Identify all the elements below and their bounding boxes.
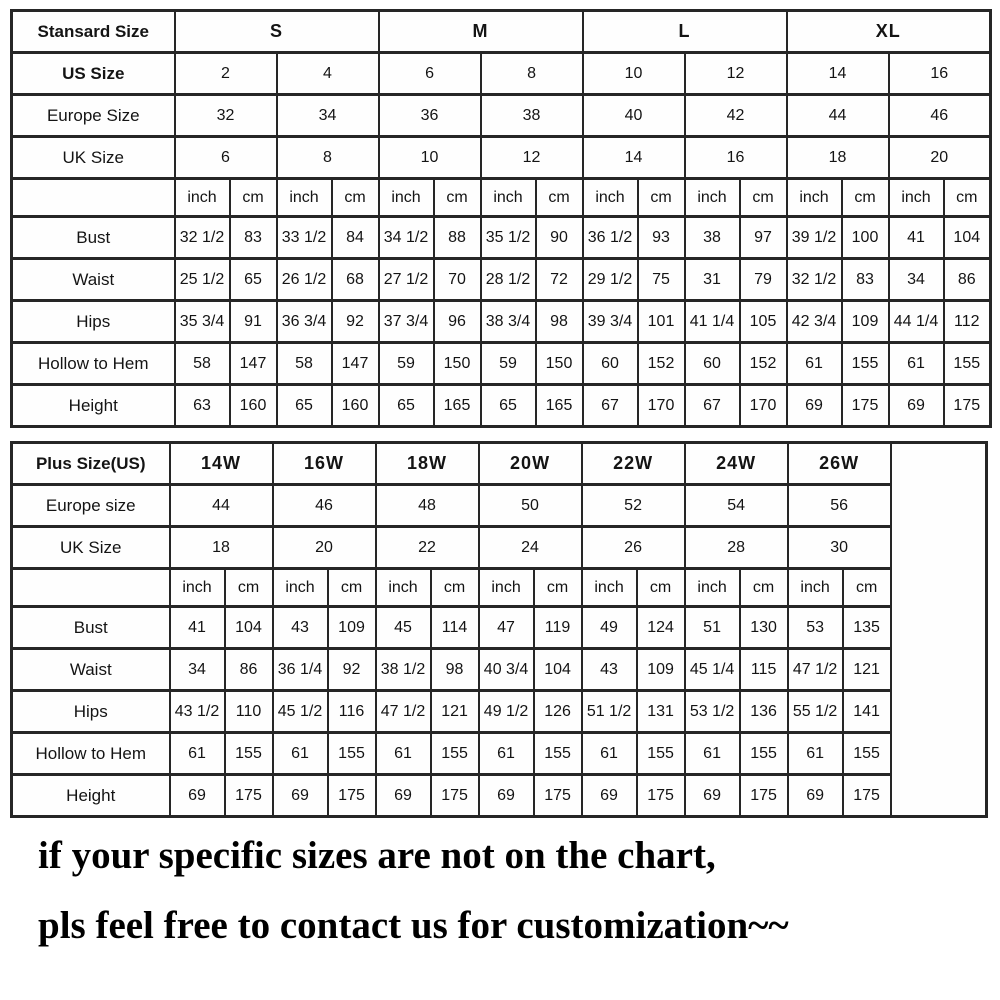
measurement-value: 101 [638,301,685,343]
measurement-value: 61 [170,733,225,775]
measurement-value: 42 3/4 [787,301,842,343]
unit-label-cm: cm [740,569,788,607]
measurement-value: 86 [225,649,273,691]
measurement-value: 155 [843,733,891,775]
measurement-value: 34 [170,649,225,691]
measurement-value: 61 [889,343,944,385]
empty-corner-cell [12,569,170,607]
measurement-value: 141 [843,691,891,733]
measurement-value: 121 [431,691,479,733]
measurement-value: 72 [536,259,583,301]
measurement-value: 38 [685,217,740,259]
measurement-value: 109 [637,649,685,691]
measurement-label: Hips [12,301,175,343]
measurement-value: 39 3/4 [583,301,638,343]
measurement-label: Waist [12,649,170,691]
measurement-label: Waist [12,259,175,301]
measurement-value: 150 [434,343,481,385]
size-value: 42 [685,95,787,137]
measurement-value: 45 [376,607,431,649]
measurement-value: 165 [434,385,481,427]
size-value: 4 [277,53,379,95]
measurement-value: 109 [842,301,889,343]
size-value: 48 [376,485,479,527]
measurement-value: 65 [230,259,277,301]
measurement-value: 45 1/4 [685,649,740,691]
size-value: 16 [889,53,991,95]
measurement-value: 65 [379,385,434,427]
measurement-value: 29 1/2 [583,259,638,301]
size-value: 46 [889,95,991,137]
measurement-value: 41 [889,217,944,259]
measurement-value: 68 [332,259,379,301]
measurement-value: 100 [842,217,889,259]
size-value: 26 [582,527,685,569]
size-value: 44 [170,485,273,527]
measurement-value: 175 [843,775,891,817]
size-group-header: S [175,11,379,53]
measurement-value: 155 [944,343,991,385]
measurement-value: 59 [481,343,536,385]
measurement-value: 38 1/2 [376,649,431,691]
size-group-header: L [583,11,787,53]
measurement-value: 69 [685,775,740,817]
measurement-value: 45 1/2 [273,691,328,733]
measurement-value: 152 [740,343,787,385]
measurement-value: 119 [534,607,582,649]
measurement-value: 61 [582,733,637,775]
measurement-value: 160 [332,385,379,427]
measurement-value: 67 [583,385,638,427]
measurement-value: 112 [944,301,991,343]
unit-label-cm: cm [740,179,787,217]
measurement-value: 121 [843,649,891,691]
unit-label-inch: inch [376,569,431,607]
size-group-header: 14W [170,443,273,485]
measurement-value: 47 [479,607,534,649]
measurement-value: 43 [582,649,637,691]
measurement-value: 104 [944,217,991,259]
measurement-value: 175 [944,385,991,427]
measurement-value: 92 [328,649,376,691]
unit-label-cm: cm [536,179,583,217]
measurement-value: 115 [740,649,788,691]
measurement-value: 28 1/2 [481,259,536,301]
measurement-value: 32 1/2 [787,259,842,301]
size-value: 56 [788,485,891,527]
footer-line-2: pls feel free to contact us for customization~~ [38,903,789,947]
measurement-value: 69 [788,775,843,817]
size-value: 2 [175,53,277,95]
measurement-value: 175 [534,775,582,817]
measurement-value: 152 [638,343,685,385]
size-value: 30 [788,527,891,569]
measurement-value: 147 [230,343,277,385]
measurement-value: 136 [740,691,788,733]
measurement-value: 147 [332,343,379,385]
measurement-value: 70 [434,259,481,301]
size-group-header: 22W [582,443,685,485]
size-value: 52 [582,485,685,527]
measurement-value: 31 [685,259,740,301]
unit-label-inch: inch [479,569,534,607]
measurement-value: 93 [638,217,685,259]
size-row-label: Europe size [12,485,170,527]
unit-label-cm: cm [944,179,991,217]
unit-label-inch: inch [889,179,944,217]
unit-label-cm: cm [328,569,376,607]
measurement-value: 51 [685,607,740,649]
measurement-value: 59 [379,343,434,385]
measurement-value: 114 [431,607,479,649]
size-row-label: US Size [12,53,175,95]
measurement-value: 155 [842,343,889,385]
unit-label-cm: cm [842,179,889,217]
measurement-value: 40 3/4 [479,649,534,691]
measurement-value: 61 [787,343,842,385]
measurement-value: 61 [376,733,431,775]
measurement-value: 155 [225,733,273,775]
measurement-value: 69 [582,775,637,817]
measurement-value: 32 1/2 [175,217,230,259]
measurement-value: 26 1/2 [277,259,332,301]
measurement-value: 155 [740,733,788,775]
size-value: 10 [583,53,685,95]
measurement-value: 90 [536,217,583,259]
measurement-value: 37 3/4 [379,301,434,343]
unit-label-inch: inch [379,179,434,217]
size-value: 38 [481,95,583,137]
size-value: 12 [481,137,583,179]
standard-size-table [10,9,992,428]
size-value: 14 [787,53,889,95]
measurement-value: 88 [434,217,481,259]
measurement-value: 110 [225,691,273,733]
measurement-value: 175 [842,385,889,427]
measurement-value: 160 [230,385,277,427]
measurement-value: 35 1/2 [481,217,536,259]
measurement-value: 98 [536,301,583,343]
measurement-value: 49 1/2 [479,691,534,733]
size-value: 18 [170,527,273,569]
size-group-header: 26W [788,443,891,485]
measurement-value: 135 [843,607,891,649]
measurement-value: 98 [431,649,479,691]
size-row-label: Europe Size [12,95,175,137]
unit-label-inch: inch [685,179,740,217]
measurement-value: 69 [889,385,944,427]
measurement-value: 43 [273,607,328,649]
measurement-value: 165 [536,385,583,427]
size-value: 50 [479,485,582,527]
measurement-value: 83 [842,259,889,301]
unit-label-cm: cm [434,179,481,217]
size-value: 6 [175,137,277,179]
measurement-value: 84 [332,217,379,259]
size-value: 34 [277,95,379,137]
unit-label-inch: inch [685,569,740,607]
measurement-value: 47 1/2 [788,649,843,691]
empty-right-column [891,443,987,817]
measurement-value: 34 1/2 [379,217,434,259]
measurement-value: 69 [479,775,534,817]
measurement-value: 97 [740,217,787,259]
unit-label-inch: inch [583,179,638,217]
size-value: 36 [379,95,481,137]
measurement-value: 69 [273,775,328,817]
measurement-value: 105 [740,301,787,343]
measurement-value: 53 1/2 [685,691,740,733]
size-value: 20 [889,137,991,179]
measurement-value: 155 [328,733,376,775]
measurement-value: 67 [685,385,740,427]
measurement-value: 58 [277,343,332,385]
measurement-value: 41 1/4 [685,301,740,343]
corner-label: Stansard Size [12,11,175,53]
unit-label-cm: cm [230,179,277,217]
unit-label-inch: inch [788,569,843,607]
size-value: 44 [787,95,889,137]
measurement-value: 175 [431,775,479,817]
measurement-value: 43 1/2 [170,691,225,733]
size-value: 20 [273,527,376,569]
measurement-value: 25 1/2 [175,259,230,301]
size-value: 10 [379,137,481,179]
measurement-value: 170 [638,385,685,427]
measurement-value: 65 [277,385,332,427]
measurement-label: Height [12,775,170,817]
unit-label-inch: inch [277,179,332,217]
measurement-value: 104 [225,607,273,649]
measurement-value: 75 [638,259,685,301]
measurement-value: 155 [431,733,479,775]
measurement-value: 104 [534,649,582,691]
size-value: 54 [685,485,788,527]
measurement-value: 109 [328,607,376,649]
plus-size-table [10,441,988,818]
measurement-value: 175 [225,775,273,817]
measurement-value: 34 [889,259,944,301]
measurement-value: 27 1/2 [379,259,434,301]
measurement-label: Height [12,385,175,427]
measurement-value: 36 1/2 [583,217,638,259]
unit-label-inch: inch [273,569,328,607]
measurement-value: 38 3/4 [481,301,536,343]
unit-label-cm: cm [534,569,582,607]
measurement-value: 39 1/2 [787,217,842,259]
size-value: 16 [685,137,787,179]
measurement-value: 60 [583,343,638,385]
measurement-label: Hips [12,691,170,733]
unit-label-cm: cm [638,179,685,217]
size-group-header: 20W [479,443,582,485]
measurement-value: 92 [332,301,379,343]
empty-corner-cell [12,179,175,217]
unit-label-inch: inch [481,179,536,217]
size-group-header: XL [787,11,991,53]
unit-label-cm: cm [431,569,479,607]
measurement-value: 51 1/2 [582,691,637,733]
measurement-value: 36 1/4 [273,649,328,691]
measurement-value: 36 3/4 [277,301,332,343]
unit-label-inch: inch [170,569,225,607]
measurement-value: 61 [273,733,328,775]
measurement-value: 155 [534,733,582,775]
size-group-header: 24W [685,443,788,485]
measurement-value: 175 [328,775,376,817]
measurement-value: 60 [685,343,740,385]
measurement-label: Hollow to Hem [12,733,170,775]
size-value: 14 [583,137,685,179]
measurement-value: 61 [788,733,843,775]
measurement-value: 79 [740,259,787,301]
measurement-value: 49 [582,607,637,649]
unit-label-cm: cm [225,569,273,607]
size-value: 28 [685,527,788,569]
customization-note [38,832,978,971]
measurement-value: 33 1/2 [277,217,332,259]
measurement-value: 150 [536,343,583,385]
footer-line-1: if your specific sizes are not on the chart, [38,834,716,877]
measurement-value: 155 [637,733,685,775]
measurement-value: 35 3/4 [175,301,230,343]
measurement-value: 63 [175,385,230,427]
measurement-value: 116 [328,691,376,733]
measurement-value: 55 1/2 [788,691,843,733]
size-row-label: UK Size [12,527,170,569]
measurement-value: 61 [479,733,534,775]
size-value: 6 [379,53,481,95]
size-value: 32 [175,95,277,137]
measurement-value: 47 1/2 [376,691,431,733]
size-value: 46 [273,485,376,527]
measurement-value: 175 [740,775,788,817]
unit-label-cm: cm [332,179,379,217]
measurement-value: 131 [637,691,685,733]
size-value: 18 [787,137,889,179]
measurement-value: 170 [740,385,787,427]
measurement-value: 44 1/4 [889,301,944,343]
size-group-header: 16W [273,443,376,485]
measurement-value: 65 [481,385,536,427]
measurement-value: 124 [637,607,685,649]
measurement-label: Bust [12,217,175,259]
measurement-value: 91 [230,301,277,343]
measurement-value: 130 [740,607,788,649]
measurement-value: 126 [534,691,582,733]
size-value: 8 [481,53,583,95]
measurement-value: 69 [787,385,842,427]
measurement-value: 41 [170,607,225,649]
size-value: 22 [376,527,479,569]
unit-label-inch: inch [787,179,842,217]
size-value: 40 [583,95,685,137]
measurement-value: 58 [175,343,230,385]
measurement-value: 69 [376,775,431,817]
unit-label-cm: cm [637,569,685,607]
measurement-value: 53 [788,607,843,649]
measurement-label: Bust [12,607,170,649]
size-group-header: 18W [376,443,479,485]
unit-label-inch: inch [175,179,230,217]
size-row-label: UK Size [12,137,175,179]
size-value: 24 [479,527,582,569]
unit-label-cm: cm [843,569,891,607]
measurement-value: 175 [637,775,685,817]
measurement-label: Hollow to Hem [12,343,175,385]
measurement-value: 86 [944,259,991,301]
size-value: 8 [277,137,379,179]
measurement-value: 83 [230,217,277,259]
measurement-value: 69 [170,775,225,817]
size-group-header: M [379,11,583,53]
measurement-value: 61 [685,733,740,775]
measurement-value: 96 [434,301,481,343]
unit-label-inch: inch [582,569,637,607]
size-value: 12 [685,53,787,95]
corner-label: Plus Size(US) [12,443,170,485]
